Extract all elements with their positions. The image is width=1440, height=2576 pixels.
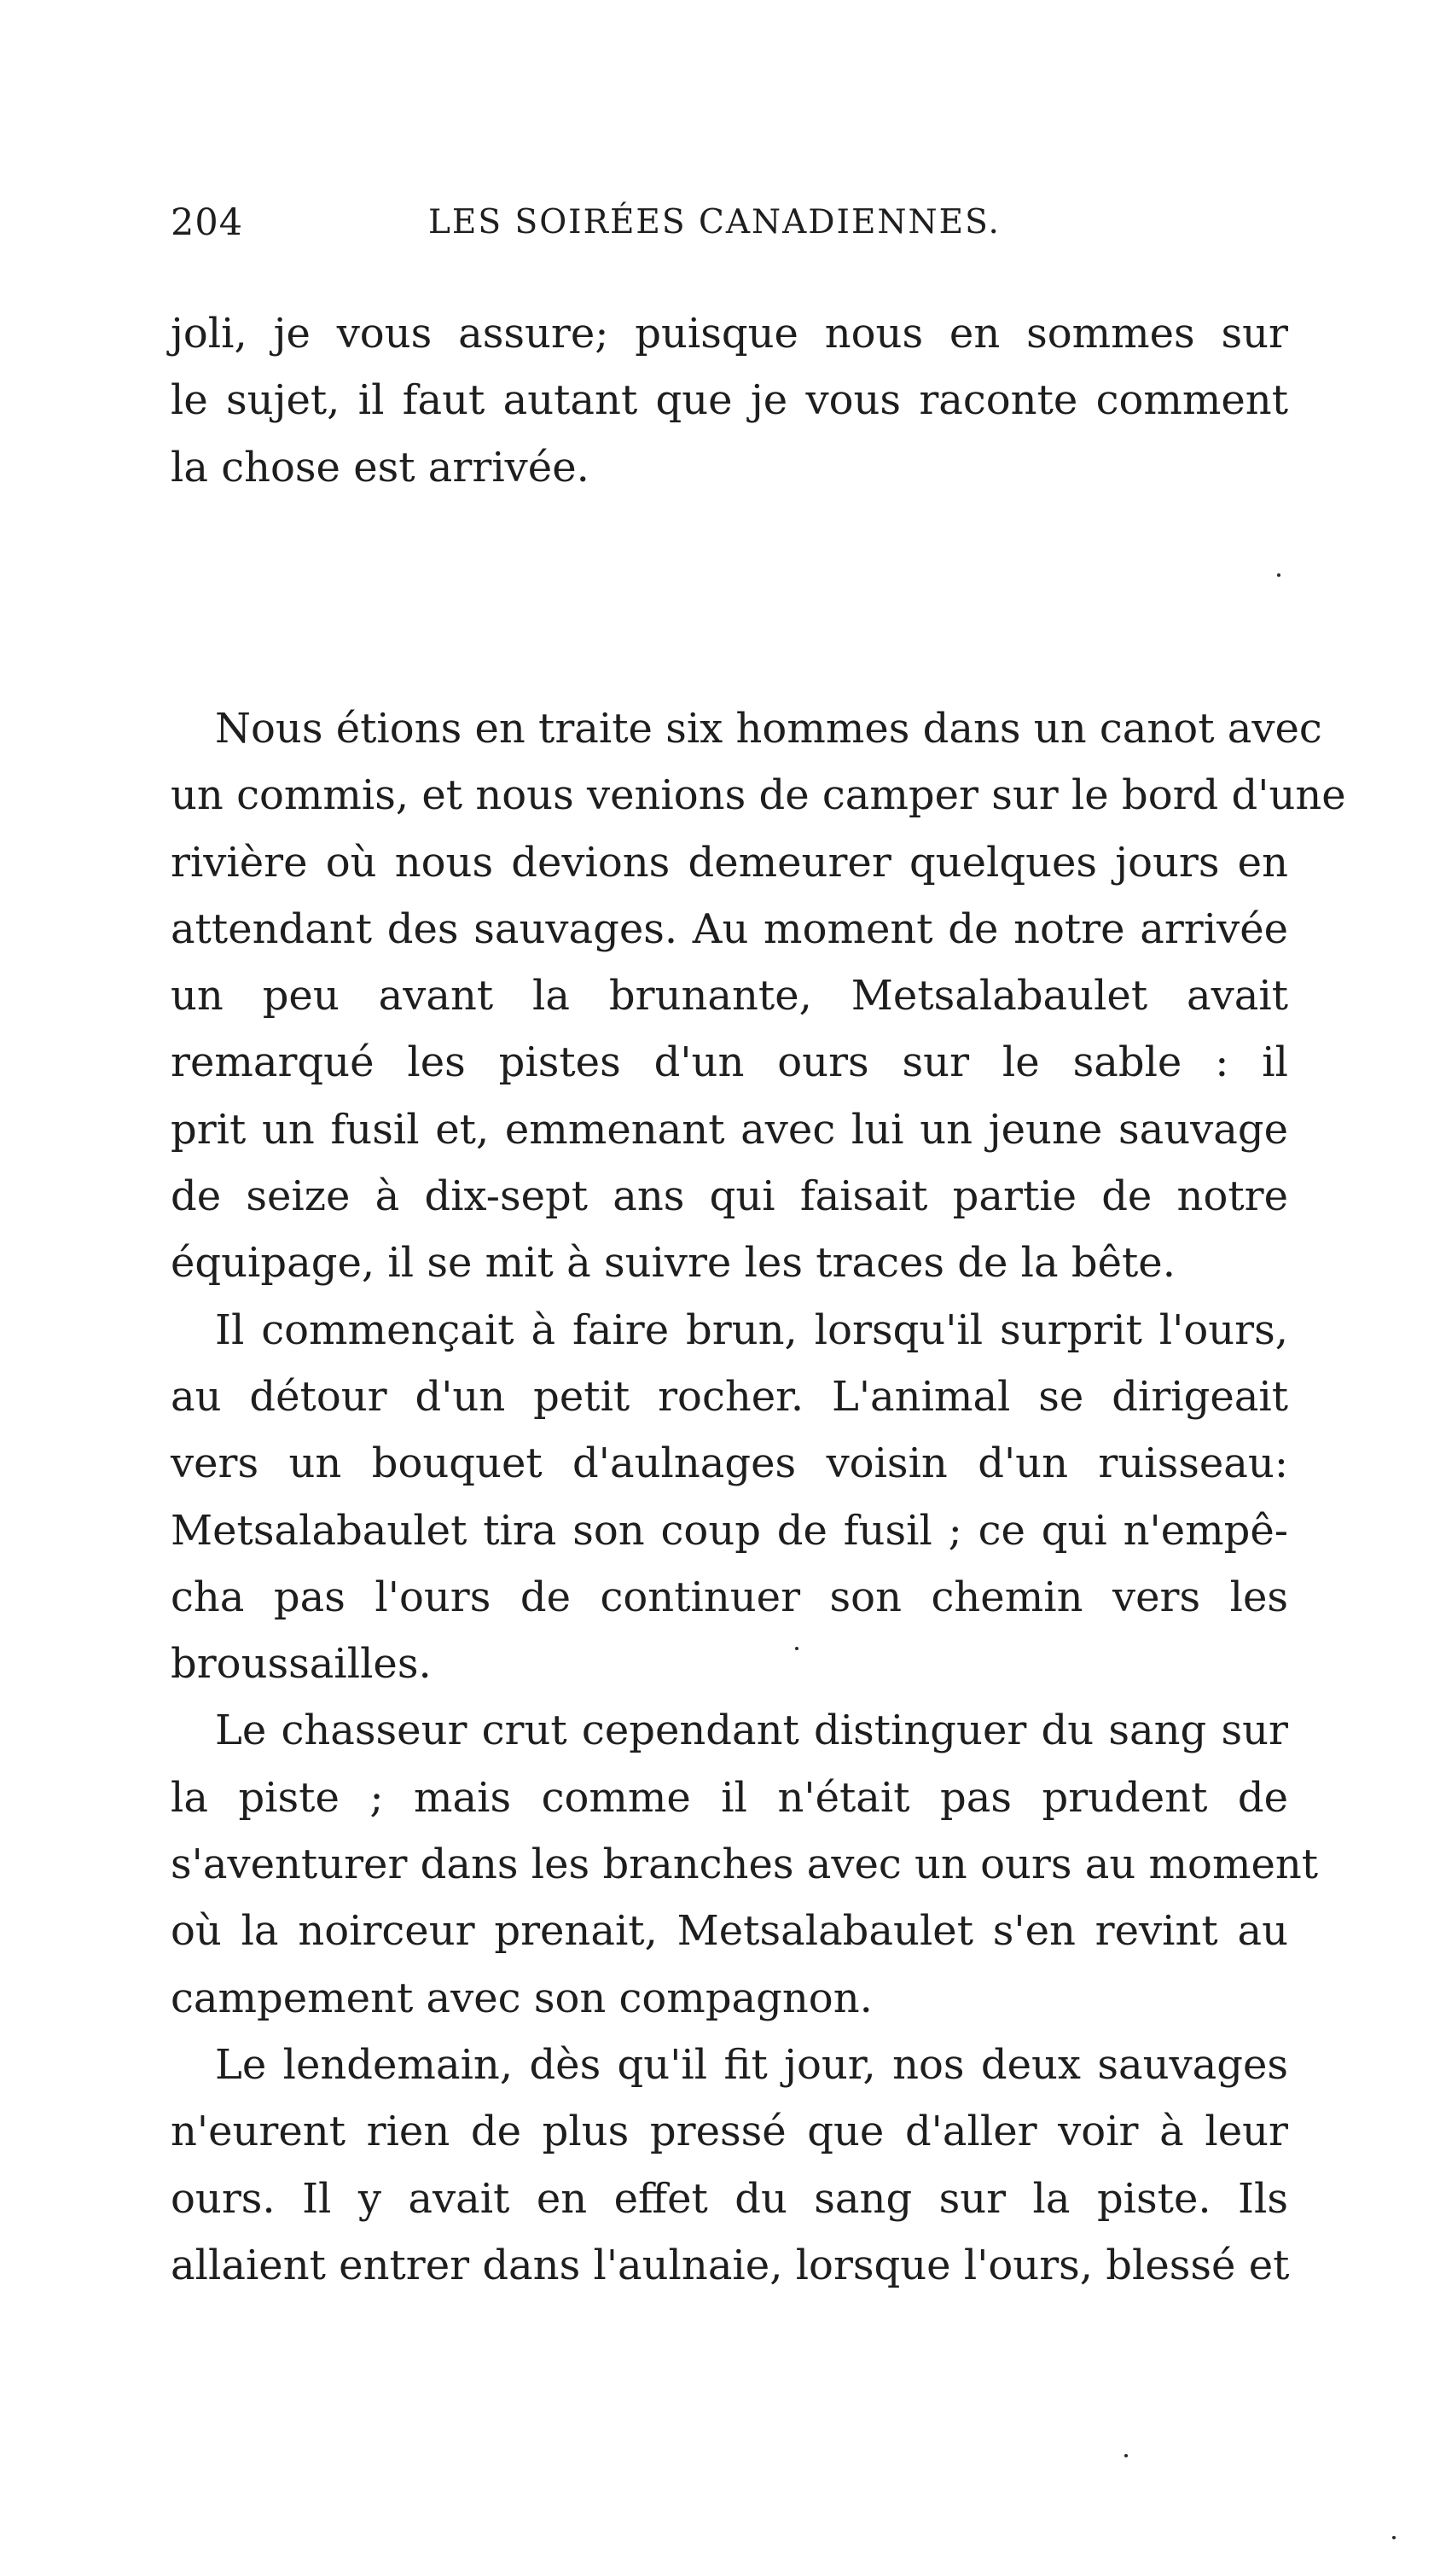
story-text (171, 695, 1346, 2299)
text-line: attendant des sauvages. Au moment de notre arrivée (171, 904, 1288, 953)
text-line: un commis, et nous venions de camper sur le bord d'une (171, 771, 1346, 820)
running-title: LES SOIRÉES CANADIENNES. (428, 203, 1001, 241)
text-line: campement avec son compagnon. (171, 1974, 873, 2022)
print-speck (795, 1647, 798, 1650)
print-speck (1124, 2454, 1128, 2457)
text-line: le sujet, il faut autant que je vous raconte comment (171, 376, 1288, 425)
text-line: vers un bouquet d'aulnages voisin d'un ruisseau: (171, 1439, 1288, 1488)
print-speck (1392, 2536, 1396, 2539)
text-line: broussailles. (171, 1640, 432, 1689)
text-line: remarqué les pistes d'un ours sur le sable : il (171, 1038, 1288, 1087)
text-line: Le lendemain, dès qu'il fit jour, nos deux sauvages (215, 2040, 1288, 2089)
text-line: la piste ; mais comme il n'était pas prudent de (171, 1773, 1288, 1822)
running-header (171, 193, 1288, 253)
text-line: n'eurent rien de plus pressé que d'aller voir à leur (171, 2108, 1288, 2156)
text-line: équipage, il se mit à suivre les traces de la bête. (171, 1239, 1176, 1288)
text-line: joli, je vous assure; puisque nous en sommes sur (171, 310, 1288, 358)
text-line: la chose est arrivée. (171, 443, 589, 491)
text-line: cha pas l'ours de continuer son chemin vers les (171, 1573, 1288, 1621)
text-line: un peu avant la brunante, Metsalabaulet avait (171, 972, 1288, 1021)
text-line: au détour d'un petit rocher. L'animal se dirigeait (171, 1372, 1288, 1421)
text-line: où la noirceur prenait, Metsalabaulet s'en revint au (171, 1907, 1288, 1956)
text-line: Metsalabaulet tira son coup de fusil ; ce qui n'empê- (171, 1506, 1288, 1555)
text-line: Nous étions en traite six hommes dans un canot avec (215, 705, 1322, 753)
text-line: allaient entrer dans l'aulnaie, lorsque l'ours, blessé et (171, 2241, 1290, 2289)
text-line: Le chasseur crut cependant distinguer du sang sur (215, 1707, 1288, 1755)
text-line: ours. Il y avait en effet du sang sur la piste. Ils (171, 2174, 1288, 2223)
text-line: de seize à dix-sept ans qui faisait partie de notre (171, 1172, 1288, 1221)
intro-paragraph (171, 300, 1288, 501)
text-line: Il commençait à faire brun, lorsqu'il surprit l'ours, (215, 1305, 1288, 1354)
text-line: prit un fusil et, emmenant avec lui un jeune sauvage (171, 1105, 1288, 1154)
text-line: s'aventurer dans les branches avec un ours au moment (171, 1840, 1319, 1889)
page-number: 204 (171, 201, 244, 244)
print-speck (1277, 573, 1280, 577)
text-line: rivière où nous devions demeurer quelques jours en (171, 838, 1288, 887)
